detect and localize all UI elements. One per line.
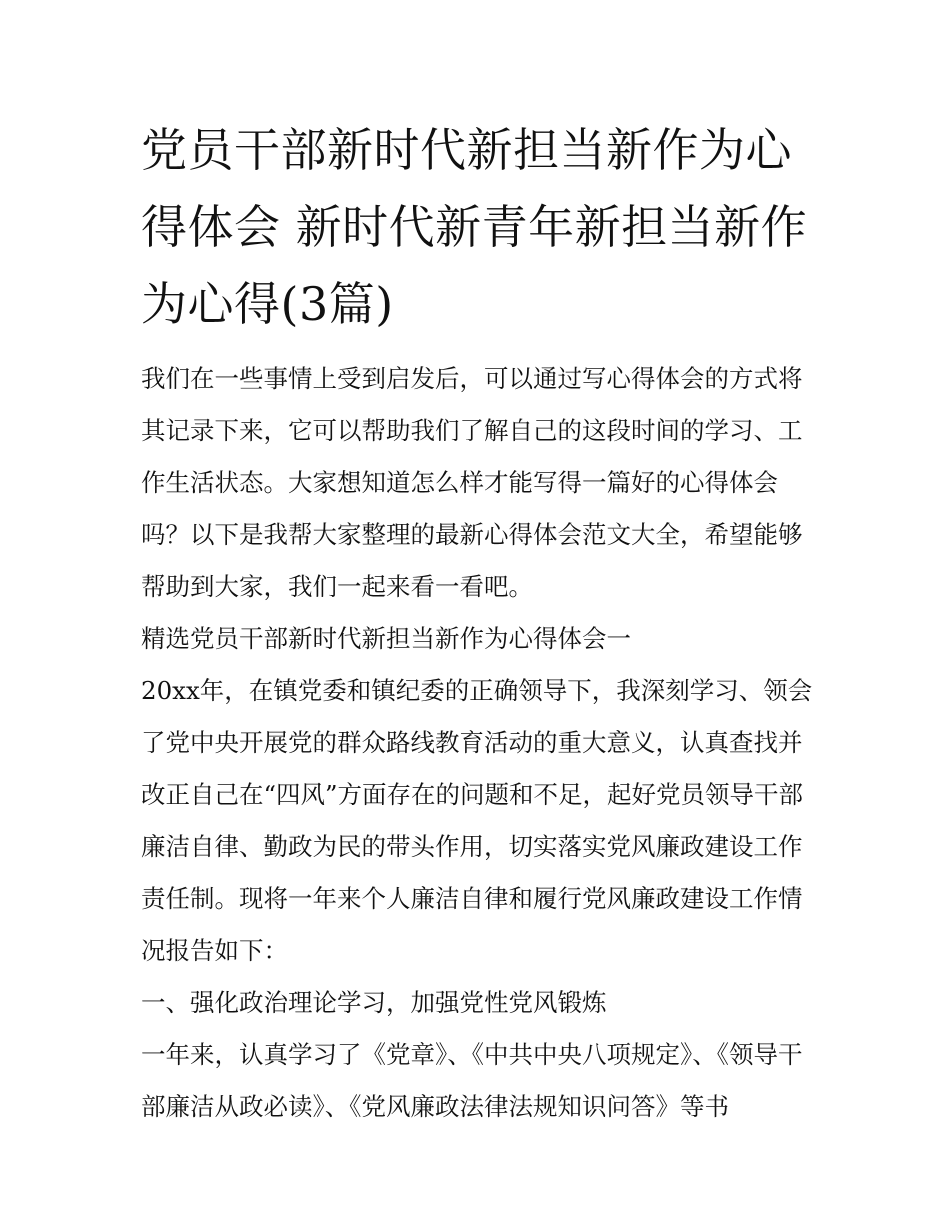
section-title: 精选党员干部新时代新担当新作为心得体会一	[141, 624, 631, 653]
document-body	[141, 112, 813, 1133]
paragraph-1: 一年来，认真学习了《党章》、《中共中央八项规定》、《领导干部廉洁从政必读》、《党风廉政法律法规知识问答》等书	[141, 1040, 803, 1121]
intro-paragraph: 我们在一些事情上受到启发后，可以通过写心得体会的方式将其记录下来，它可以帮助我们了解自己的这段时间的学习、工作生活状态。大家想知道怎么样才能写得一篇好的心得体会吗？以下是我帮大家整理的最新心得体会范文大全，希望能够帮助到大家，我们一起来看一看吧。	[141, 364, 803, 601]
section-paragraph: 20xx年，在镇党委和镇纪委的正确领导下，我深刻学习、领会了党中央开展党的群众路线教育活动的重大意义，认真查找并改正自己在“四风”方面存在的问题和不足，起好党员领导干部廉洁自律、勤政为民的带头作用，切实落实党风廉政建设工作责任制。现将一年来个人廉洁自律和履行党风廉政建设工作情况报告如下：	[141, 676, 813, 965]
subheading-1: 一、强化政治理论学习，加强党性党风锻炼	[141, 988, 607, 1017]
document-title: 党员干部新时代新担当新作为心得体会 新时代新青年新担当新作为心得(3篇)	[141, 123, 808, 331]
